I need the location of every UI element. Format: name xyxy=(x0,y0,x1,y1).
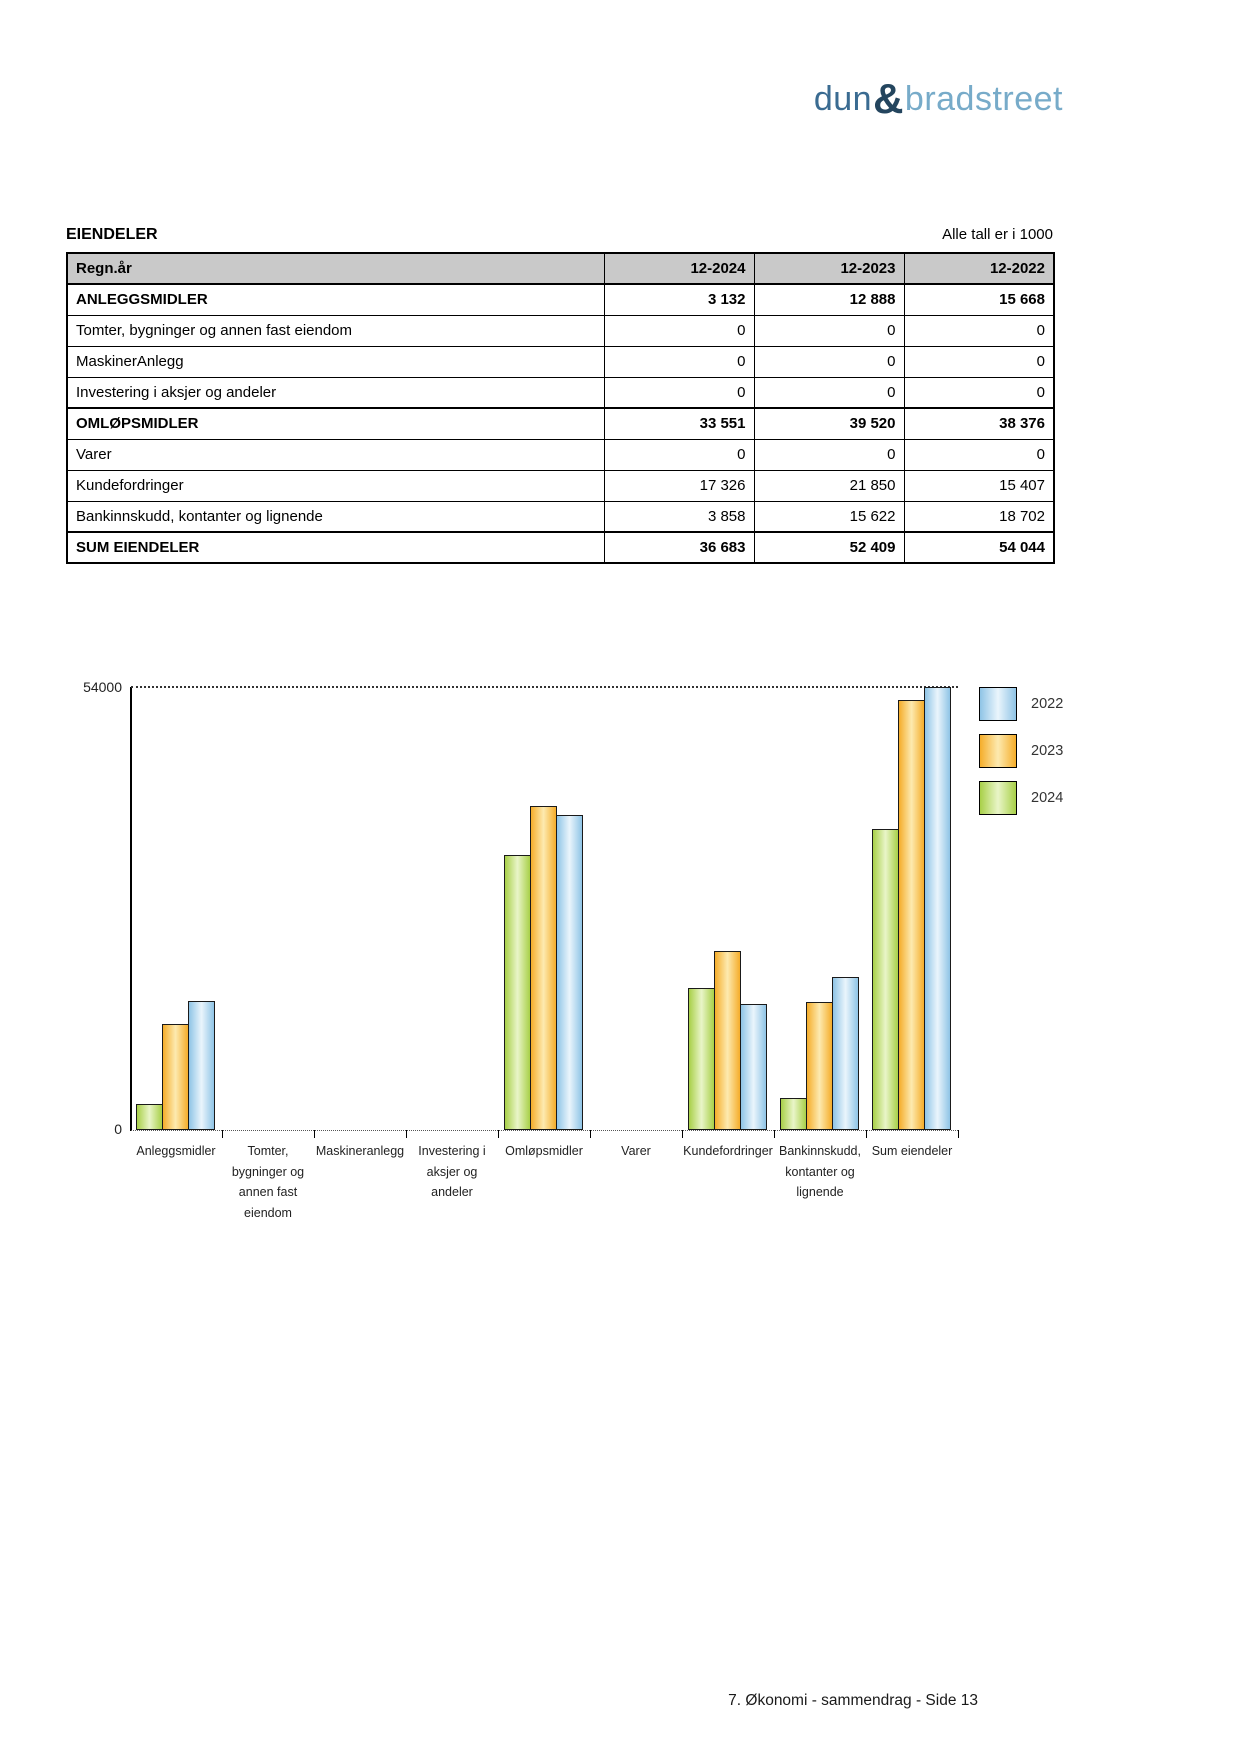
logo-text-bradstreet: bradstreet xyxy=(904,80,1063,118)
chart-bar-2024 xyxy=(504,855,531,1130)
category-label-text: annen fast xyxy=(238,1185,298,1199)
category-label xyxy=(498,1141,590,1162)
category-label xyxy=(406,1141,498,1203)
table-header-cell: 12-2024 xyxy=(604,253,754,284)
row-value: 0 xyxy=(904,439,1054,470)
row-value: 0 xyxy=(754,346,904,377)
category-label xyxy=(222,1141,314,1223)
row-value: 0 xyxy=(904,377,1054,408)
category-label-line xyxy=(774,1141,866,1162)
chart-bar-2023 xyxy=(806,1002,833,1130)
row-label: MaskinerAnlegg xyxy=(67,346,604,377)
row-value: 3 858 xyxy=(604,501,754,532)
category-label-text: Investering i xyxy=(418,1144,486,1158)
row-value: 15 622 xyxy=(754,501,904,532)
category-label-text: Sum eiendeler xyxy=(871,1144,953,1158)
chart-bar-2023 xyxy=(162,1024,189,1130)
category-label-line xyxy=(866,1141,958,1162)
row-value: 0 xyxy=(604,439,754,470)
row-label: OMLØPSMIDLER xyxy=(67,408,604,439)
row-value: 0 xyxy=(904,315,1054,346)
chart-bar-2024 xyxy=(688,988,715,1130)
legend-swatch-2022 xyxy=(979,687,1017,721)
units-note: Alle tall er i 1000 xyxy=(942,226,1053,243)
table-header-cell: Regn.år xyxy=(67,253,604,284)
row-value: 0 xyxy=(604,315,754,346)
category-label-text: Omløpsmidler xyxy=(505,1144,583,1158)
row-value: 3 132 xyxy=(604,284,754,315)
row-value: 15 668 xyxy=(904,284,1054,315)
chart-bar-2022 xyxy=(740,1004,767,1130)
row-label: SUM EIENDELER xyxy=(67,532,604,563)
row-value: 33 551 xyxy=(604,408,754,439)
category-label-text: aksjer og xyxy=(426,1164,478,1179)
row-value: 15 407 xyxy=(904,470,1054,501)
row-label: Kundefordringer xyxy=(67,470,604,501)
category-label-line xyxy=(498,1141,590,1162)
axis-tick xyxy=(866,1130,867,1138)
category-label xyxy=(774,1141,866,1203)
page-footer: 7. Økonomi - sammendrag - Side 13 xyxy=(728,1692,978,1709)
row-value: 39 520 xyxy=(754,408,904,439)
category-label-line xyxy=(130,1141,222,1162)
category-label-line xyxy=(406,1162,498,1183)
row-value: 0 xyxy=(604,346,754,377)
category-label-line xyxy=(222,1162,314,1183)
category-label xyxy=(314,1141,406,1162)
chart-bar-2022 xyxy=(832,977,859,1130)
legend-item xyxy=(979,781,1063,815)
chart-bar-2022 xyxy=(924,687,951,1130)
axis-tick xyxy=(958,1130,959,1138)
category-label-text: Anleggsmidler xyxy=(136,1144,216,1158)
row-value: 38 376 xyxy=(904,408,1054,439)
logo-ampersand-icon: & xyxy=(873,75,904,122)
legend-item xyxy=(979,734,1063,768)
axis-tick xyxy=(590,1130,591,1138)
legend-label: 2022 xyxy=(1031,696,1064,712)
legend-swatch-2024 xyxy=(979,781,1017,815)
chart-bar-2024 xyxy=(872,829,899,1130)
category-label-line xyxy=(682,1141,774,1162)
category-label-line xyxy=(774,1182,866,1203)
category-label-text: bygninger og xyxy=(231,1164,305,1179)
category-label-text: andeler xyxy=(431,1185,473,1199)
category-label-line xyxy=(222,1203,314,1224)
row-value: 17 326 xyxy=(604,470,754,501)
row-value: 18 702 xyxy=(904,501,1054,532)
row-label: Investering i aksjer og andeler xyxy=(67,377,604,408)
category-label-text: Maskineranlegg xyxy=(315,1144,405,1158)
row-label: ANLEGGSMIDLER xyxy=(67,284,604,315)
axis-tick xyxy=(774,1130,775,1138)
axis-tick xyxy=(314,1130,315,1138)
y-tick-label-zero: 0 xyxy=(114,1121,122,1137)
axis-tick xyxy=(222,1130,223,1138)
chart-bar-2023 xyxy=(714,951,741,1130)
category-label-line xyxy=(314,1141,406,1162)
legend-label: 2024 xyxy=(1031,790,1064,806)
row-value: 52 409 xyxy=(754,532,904,563)
axis-tick xyxy=(498,1130,499,1138)
category-label-line xyxy=(590,1141,682,1162)
logo-text-dun: dun xyxy=(813,80,873,118)
row-label: Tomter, bygninger og annen fast eiendom xyxy=(67,315,604,346)
table-header-cell: 12-2023 xyxy=(754,253,904,284)
category-label-line xyxy=(774,1162,866,1183)
row-value: 54 044 xyxy=(904,532,1054,563)
category-label-text: Varer xyxy=(621,1144,651,1158)
category-label-line xyxy=(406,1141,498,1162)
gridline-54000 xyxy=(131,686,958,688)
legend-swatch-2023 xyxy=(979,734,1017,768)
category-label xyxy=(590,1141,682,1162)
category-label-text: Bankinnskudd, xyxy=(778,1144,861,1158)
chart-bar-2024 xyxy=(780,1098,807,1130)
section-title: EIENDELER xyxy=(66,226,158,243)
y-axis xyxy=(130,687,132,1131)
y-tick-label-max: 54000 xyxy=(83,679,122,695)
category-label-text: Tomter, xyxy=(247,1144,289,1158)
row-label: Varer xyxy=(67,439,604,470)
chart-bar-2024 xyxy=(136,1104,163,1130)
legend-item xyxy=(979,687,1063,721)
chart-bar-2022 xyxy=(556,815,583,1130)
row-label: Bankinnskudd, kontanter og lignende xyxy=(67,501,604,532)
category-label-line xyxy=(406,1182,498,1203)
row-value: 0 xyxy=(754,315,904,346)
legend xyxy=(979,687,1063,828)
category-label-text: lignende xyxy=(796,1185,844,1199)
category-label xyxy=(866,1141,958,1162)
axis-tick xyxy=(406,1130,407,1138)
category-label-text: eiendom xyxy=(244,1205,292,1220)
row-value: 21 850 xyxy=(754,470,904,501)
axis-tick xyxy=(682,1130,683,1138)
row-value: 36 683 xyxy=(604,532,754,563)
category-label xyxy=(130,1141,222,1162)
row-value: 0 xyxy=(754,439,904,470)
table-header-cell: 12-2022 xyxy=(904,253,1054,284)
category-label-line xyxy=(222,1141,314,1162)
row-value: 0 xyxy=(754,377,904,408)
category-label-line xyxy=(222,1182,314,1203)
chart-bar-2023 xyxy=(898,700,925,1130)
row-value: 0 xyxy=(604,377,754,408)
legend-label: 2023 xyxy=(1031,743,1064,759)
category-label-text: Kundefordringer xyxy=(683,1144,773,1158)
row-value: 0 xyxy=(904,346,1054,377)
chart-bar-2023 xyxy=(530,806,557,1130)
row-value: 12 888 xyxy=(754,284,904,315)
chart-bar-2022 xyxy=(188,1001,215,1130)
x-axis xyxy=(131,1130,958,1131)
category-label-text: kontanter og xyxy=(785,1164,855,1179)
category-label xyxy=(682,1141,774,1162)
